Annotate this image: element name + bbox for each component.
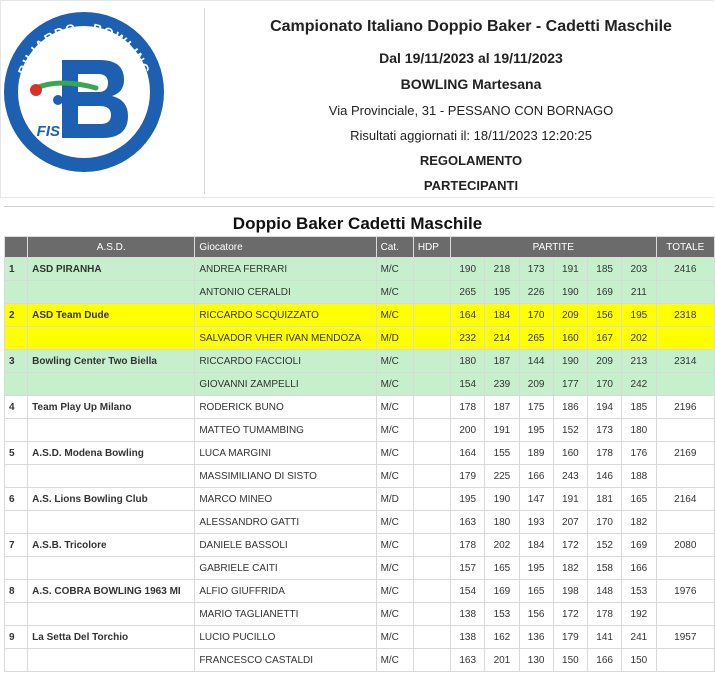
hdp-cell — [413, 304, 450, 327]
game-score-cell: 189 — [519, 442, 553, 465]
game-score-cell: 156 — [519, 603, 553, 626]
game-score-cell: 185 — [622, 396, 656, 419]
game-score-cell: 179 — [553, 626, 587, 649]
player-cell: RICCARDO FACCIOLI — [195, 350, 376, 373]
game-score-cell: 160 — [553, 327, 587, 350]
position-cell: 1 — [5, 258, 28, 281]
game-score-cell: 170 — [588, 373, 622, 396]
game-score-cell: 213 — [622, 350, 656, 373]
player-cell: LUCA MARGINI — [195, 442, 376, 465]
game-score-cell: 209 — [588, 350, 622, 373]
game-score-cell: 150 — [553, 649, 587, 672]
table-row — [5, 488, 715, 511]
game-score-cell: 152 — [553, 419, 587, 442]
category-cell: M/C — [376, 511, 413, 534]
hdp-cell — [413, 442, 450, 465]
logo-fis-text: FIS — [36, 123, 60, 140]
venue-name: BOWLING Martesana — [400, 76, 542, 92]
category-cell: M/C — [376, 580, 413, 603]
game-score-cell: 141 — [588, 626, 622, 649]
logo-ring-text: BILIARDO · BOWLING — [14, 19, 154, 77]
game-score-cell: 190 — [553, 281, 587, 304]
game-score-cell: 163 — [451, 511, 485, 534]
player-cell: RICCARDO SCQUIZZATO — [195, 304, 376, 327]
game-score-cell: 162 — [485, 626, 519, 649]
game-score-cell: 195 — [485, 281, 519, 304]
game-score-cell: 170 — [519, 304, 553, 327]
position-cell — [5, 327, 28, 350]
club-cell — [28, 511, 195, 534]
category-cell: M/D — [376, 327, 413, 350]
partecipanti-link[interactable]: PARTECIPANTI — [423, 178, 519, 193]
game-score-cell: 138 — [451, 626, 485, 649]
club-cell — [28, 603, 195, 626]
position-cell — [5, 419, 28, 442]
game-score-cell: 163 — [451, 649, 485, 672]
game-score-cell: 180 — [451, 350, 485, 373]
table-row — [5, 327, 715, 350]
total-cell: 2196 — [656, 396, 714, 419]
game-score-cell: 147 — [519, 488, 553, 511]
logo-divider — [204, 8, 205, 194]
game-score-cell: 209 — [519, 373, 553, 396]
table-row — [5, 649, 715, 672]
col-header-pos — [5, 237, 28, 258]
logo-blue-ball — [53, 95, 63, 105]
player-cell: FRANCESCO CASTALDI — [195, 649, 376, 672]
total-cell — [656, 511, 714, 534]
game-score-cell: 241 — [622, 626, 656, 649]
club-cell — [28, 465, 195, 488]
game-score-cell: 242 — [622, 373, 656, 396]
total-cell — [656, 281, 714, 304]
player-cell: DANIELE BASSOLI — [195, 534, 376, 557]
player-cell: MASSIMILIANO DI SISTO — [195, 465, 376, 488]
game-score-cell: 170 — [588, 511, 622, 534]
championship-title: Campionato Italiano Doppio Baker - Cadetti Maschile — [270, 18, 672, 35]
game-score-cell: 173 — [588, 419, 622, 442]
player-cell: ANDREA FERRARI — [195, 258, 376, 281]
game-score-cell: 169 — [622, 534, 656, 557]
position-cell: 8 — [5, 580, 28, 603]
game-score-cell: 178 — [451, 534, 485, 557]
category-cell: M/C — [376, 442, 413, 465]
game-score-cell: 209 — [553, 304, 587, 327]
game-score-cell: 239 — [485, 373, 519, 396]
game-score-cell: 194 — [588, 396, 622, 419]
category-cell: M/C — [376, 281, 413, 304]
game-score-cell: 172 — [553, 603, 587, 626]
category-cell: M/C — [376, 350, 413, 373]
hdp-cell — [413, 465, 450, 488]
total-cell: 1957 — [656, 626, 714, 649]
game-score-cell: 195 — [519, 419, 553, 442]
fis-logo — [0, 8, 168, 178]
game-score-cell: 150 — [622, 649, 656, 672]
logo-letter-b — [62, 60, 128, 138]
game-score-cell: 138 — [451, 603, 485, 626]
table-row — [5, 373, 715, 396]
game-score-cell: 211 — [622, 281, 656, 304]
position-cell: 6 — [5, 488, 28, 511]
col-header-total: TOTALE — [656, 237, 714, 258]
club-cell — [28, 419, 195, 442]
player-cell: ALFIO GIUFFRIDA — [195, 580, 376, 603]
game-score-cell: 218 — [485, 258, 519, 281]
game-score-cell: 172 — [553, 534, 587, 557]
total-cell — [656, 327, 714, 350]
player-cell: MARCO MINEO — [195, 488, 376, 511]
game-score-cell: 136 — [519, 626, 553, 649]
game-score-cell: 243 — [553, 465, 587, 488]
table-row — [5, 350, 715, 373]
game-score-cell: 153 — [622, 580, 656, 603]
results-table-header — [5, 237, 715, 258]
game-score-cell: 165 — [519, 580, 553, 603]
category-cell: M/C — [376, 626, 413, 649]
table-row — [5, 465, 715, 488]
club-cell: A.S. Lions Bowling Club — [28, 488, 195, 511]
fis-logo-graphic — [0, 8, 168, 178]
game-score-cell: 181 — [588, 488, 622, 511]
club-cell: A.S.D. Modena Bowling — [28, 442, 195, 465]
game-score-cell: 195 — [519, 557, 553, 580]
game-score-cell: 152 — [588, 534, 622, 557]
table-row — [5, 281, 715, 304]
game-score-cell: 180 — [622, 419, 656, 442]
position-cell — [5, 649, 28, 672]
col-header-player: Giocatore — [195, 237, 376, 258]
game-score-cell: 157 — [451, 557, 485, 580]
game-score-cell: 153 — [485, 603, 519, 626]
hdp-cell — [413, 350, 450, 373]
position-cell: 7 — [5, 534, 28, 557]
table-row — [5, 396, 715, 419]
game-score-cell: 146 — [588, 465, 622, 488]
hdp-cell — [413, 534, 450, 557]
player-cell: GIOVANNI ZAMPELLI — [195, 373, 376, 396]
player-cell: SALVADOR VHER IVAN MENDOZA — [195, 327, 376, 350]
table-row — [5, 304, 715, 327]
results-updated: Risultati aggiornati il: 18/11/2023 12:20:25 — [350, 128, 592, 143]
total-cell — [656, 419, 714, 442]
game-score-cell: 265 — [519, 327, 553, 350]
club-cell — [28, 557, 195, 580]
game-score-cell: 195 — [451, 488, 485, 511]
hdp-cell — [413, 327, 450, 350]
position-cell: 9 — [5, 626, 28, 649]
game-score-cell: 155 — [485, 442, 519, 465]
total-cell — [656, 465, 714, 488]
category-cell: M/C — [376, 258, 413, 281]
col-header-cat: Cat. — [376, 237, 413, 258]
hdp-cell — [413, 373, 450, 396]
hdp-cell — [413, 488, 450, 511]
player-cell: ALESSANDRO GATTI — [195, 511, 376, 534]
total-cell: 2314 — [656, 350, 714, 373]
game-score-cell: 167 — [588, 327, 622, 350]
game-score-cell: 232 — [451, 327, 485, 350]
game-score-cell: 186 — [553, 396, 587, 419]
total-cell: 2169 — [656, 442, 714, 465]
game-score-cell: 187 — [485, 350, 519, 373]
player-cell: LUCIO PUCILLO — [195, 626, 376, 649]
category-cell: M/C — [376, 603, 413, 626]
table-row — [5, 626, 715, 649]
position-cell — [5, 603, 28, 626]
total-cell — [656, 649, 714, 672]
results-table-body — [5, 258, 715, 672]
table-row — [5, 511, 715, 534]
col-header-games: PARTITE — [451, 237, 656, 258]
total-cell: 1976 — [656, 580, 714, 603]
club-cell: ASD Team Dude — [28, 304, 195, 327]
player-cell: MATTEO TUMAMBING — [195, 419, 376, 442]
position-cell — [5, 373, 28, 396]
club-cell: La Setta Del Torchio — [28, 626, 195, 649]
hdp-cell — [413, 419, 450, 442]
club-cell: Bowling Center Two Biella — [28, 350, 195, 373]
hdp-cell — [413, 649, 450, 672]
table-row — [5, 258, 715, 281]
player-cell: MARIO TAGLIANETTI — [195, 603, 376, 626]
table-row — [5, 534, 715, 557]
game-score-cell: 191 — [553, 488, 587, 511]
total-cell: 2080 — [656, 534, 714, 557]
col-header-club: A.S.D. — [28, 237, 195, 258]
total-cell — [656, 373, 714, 396]
game-score-cell: 190 — [485, 488, 519, 511]
club-cell — [28, 373, 195, 396]
hdp-cell — [413, 281, 450, 304]
game-score-cell: 182 — [553, 557, 587, 580]
category-cell: M/C — [376, 534, 413, 557]
game-score-cell: 207 — [553, 511, 587, 534]
player-cell: ANTONIO CERALDI — [195, 281, 376, 304]
position-cell: 2 — [5, 304, 28, 327]
game-score-cell: 177 — [553, 373, 587, 396]
hdp-cell — [413, 511, 450, 534]
table-row — [5, 603, 715, 626]
regolamento-link[interactable]: REGOLAMENTO — [419, 153, 523, 168]
section-title: Doppio Baker Cadetti Maschile — [232, 214, 483, 233]
game-score-cell: 200 — [451, 419, 485, 442]
category-cell: M/D — [376, 488, 413, 511]
table-row — [5, 442, 715, 465]
game-score-cell: 203 — [622, 258, 656, 281]
game-score-cell: 180 — [485, 511, 519, 534]
table-row — [5, 419, 715, 442]
club-cell — [28, 649, 195, 672]
venue-address: Via Provinciale, 31 - PESSANO CON BORNAGO — [328, 103, 614, 118]
category-cell: M/C — [376, 419, 413, 442]
category-cell: M/C — [376, 304, 413, 327]
total-cell — [656, 557, 714, 580]
game-score-cell: 166 — [588, 649, 622, 672]
game-score-cell: 169 — [485, 580, 519, 603]
game-score-cell: 160 — [553, 442, 587, 465]
category-cell: M/C — [376, 557, 413, 580]
game-score-cell: 185 — [588, 258, 622, 281]
game-score-cell: 164 — [451, 304, 485, 327]
game-score-cell: 175 — [519, 396, 553, 419]
game-score-cell: 193 — [519, 511, 553, 534]
game-score-cell: 226 — [519, 281, 553, 304]
game-score-cell: 144 — [519, 350, 553, 373]
game-score-cell: 173 — [519, 258, 553, 281]
game-score-cell: 202 — [622, 327, 656, 350]
total-cell: 2164 — [656, 488, 714, 511]
player-cell: RODERICK BUNO — [195, 396, 376, 419]
game-score-cell: 166 — [622, 557, 656, 580]
game-score-cell: 192 — [622, 603, 656, 626]
game-score-cell: 202 — [485, 534, 519, 557]
game-score-cell: 179 — [451, 465, 485, 488]
game-score-cell: 178 — [588, 603, 622, 626]
club-cell — [28, 281, 195, 304]
category-cell: M/C — [376, 396, 413, 419]
game-score-cell: 191 — [485, 419, 519, 442]
game-score-cell: 265 — [451, 281, 485, 304]
game-score-cell: 190 — [451, 258, 485, 281]
club-cell: A.S.B. Tricolore — [28, 534, 195, 557]
category-cell: M/C — [376, 465, 413, 488]
game-score-cell: 130 — [519, 649, 553, 672]
hdp-cell — [413, 626, 450, 649]
position-cell — [5, 511, 28, 534]
game-score-cell: 225 — [485, 465, 519, 488]
total-cell: 2416 — [656, 258, 714, 281]
club-cell: A.S. COBRA BOWLING 1963 MI — [28, 580, 195, 603]
club-cell — [28, 327, 195, 350]
total-cell — [656, 603, 714, 626]
game-score-cell: 154 — [451, 373, 485, 396]
position-cell: 4 — [5, 396, 28, 419]
game-score-cell: 195 — [622, 304, 656, 327]
table-row — [5, 580, 715, 603]
game-score-cell: 201 — [485, 649, 519, 672]
game-score-cell: 158 — [588, 557, 622, 580]
game-score-cell: 154 — [451, 580, 485, 603]
game-score-cell: 184 — [485, 304, 519, 327]
game-score-cell: 182 — [622, 511, 656, 534]
game-score-cell: 184 — [519, 534, 553, 557]
game-score-cell: 164 — [451, 442, 485, 465]
event-dates: Dal 19/11/2023 al 19/11/2023 — [379, 50, 563, 66]
table-row — [5, 557, 715, 580]
position-cell: 5 — [5, 442, 28, 465]
game-score-cell: 166 — [519, 465, 553, 488]
player-cell: GABRIELE CAITI — [195, 557, 376, 580]
position-cell — [5, 557, 28, 580]
game-score-cell: 187 — [485, 396, 519, 419]
section-divider — [4, 206, 714, 207]
game-score-cell: 191 — [553, 258, 587, 281]
game-score-cell: 190 — [553, 350, 587, 373]
club-cell: Team Play Up Milano — [28, 396, 195, 419]
game-score-cell: 176 — [622, 442, 656, 465]
game-score-cell: 156 — [588, 304, 622, 327]
game-score-cell: 165 — [485, 557, 519, 580]
position-cell — [5, 281, 28, 304]
game-score-cell: 178 — [588, 442, 622, 465]
category-cell: M/C — [376, 373, 413, 396]
hdp-cell — [413, 557, 450, 580]
position-cell: 3 — [5, 350, 28, 373]
game-score-cell: 169 — [588, 281, 622, 304]
category-cell: M/C — [376, 649, 413, 672]
game-score-cell: 214 — [485, 327, 519, 350]
results-table — [4, 236, 715, 672]
game-score-cell: 198 — [553, 580, 587, 603]
logo-red-ball — [30, 84, 42, 96]
col-header-hdp: HDP — [413, 237, 450, 258]
game-score-cell: 188 — [622, 465, 656, 488]
hdp-cell — [413, 603, 450, 626]
total-cell: 2318 — [656, 304, 714, 327]
game-score-cell: 178 — [451, 396, 485, 419]
page-header — [0, 0, 715, 200]
game-score-cell: 165 — [622, 488, 656, 511]
club-cell: ASD PIRANHA — [28, 258, 195, 281]
hdp-cell — [413, 396, 450, 419]
hdp-cell — [413, 580, 450, 603]
position-cell — [5, 465, 28, 488]
hdp-cell — [413, 258, 450, 281]
game-score-cell: 148 — [588, 580, 622, 603]
